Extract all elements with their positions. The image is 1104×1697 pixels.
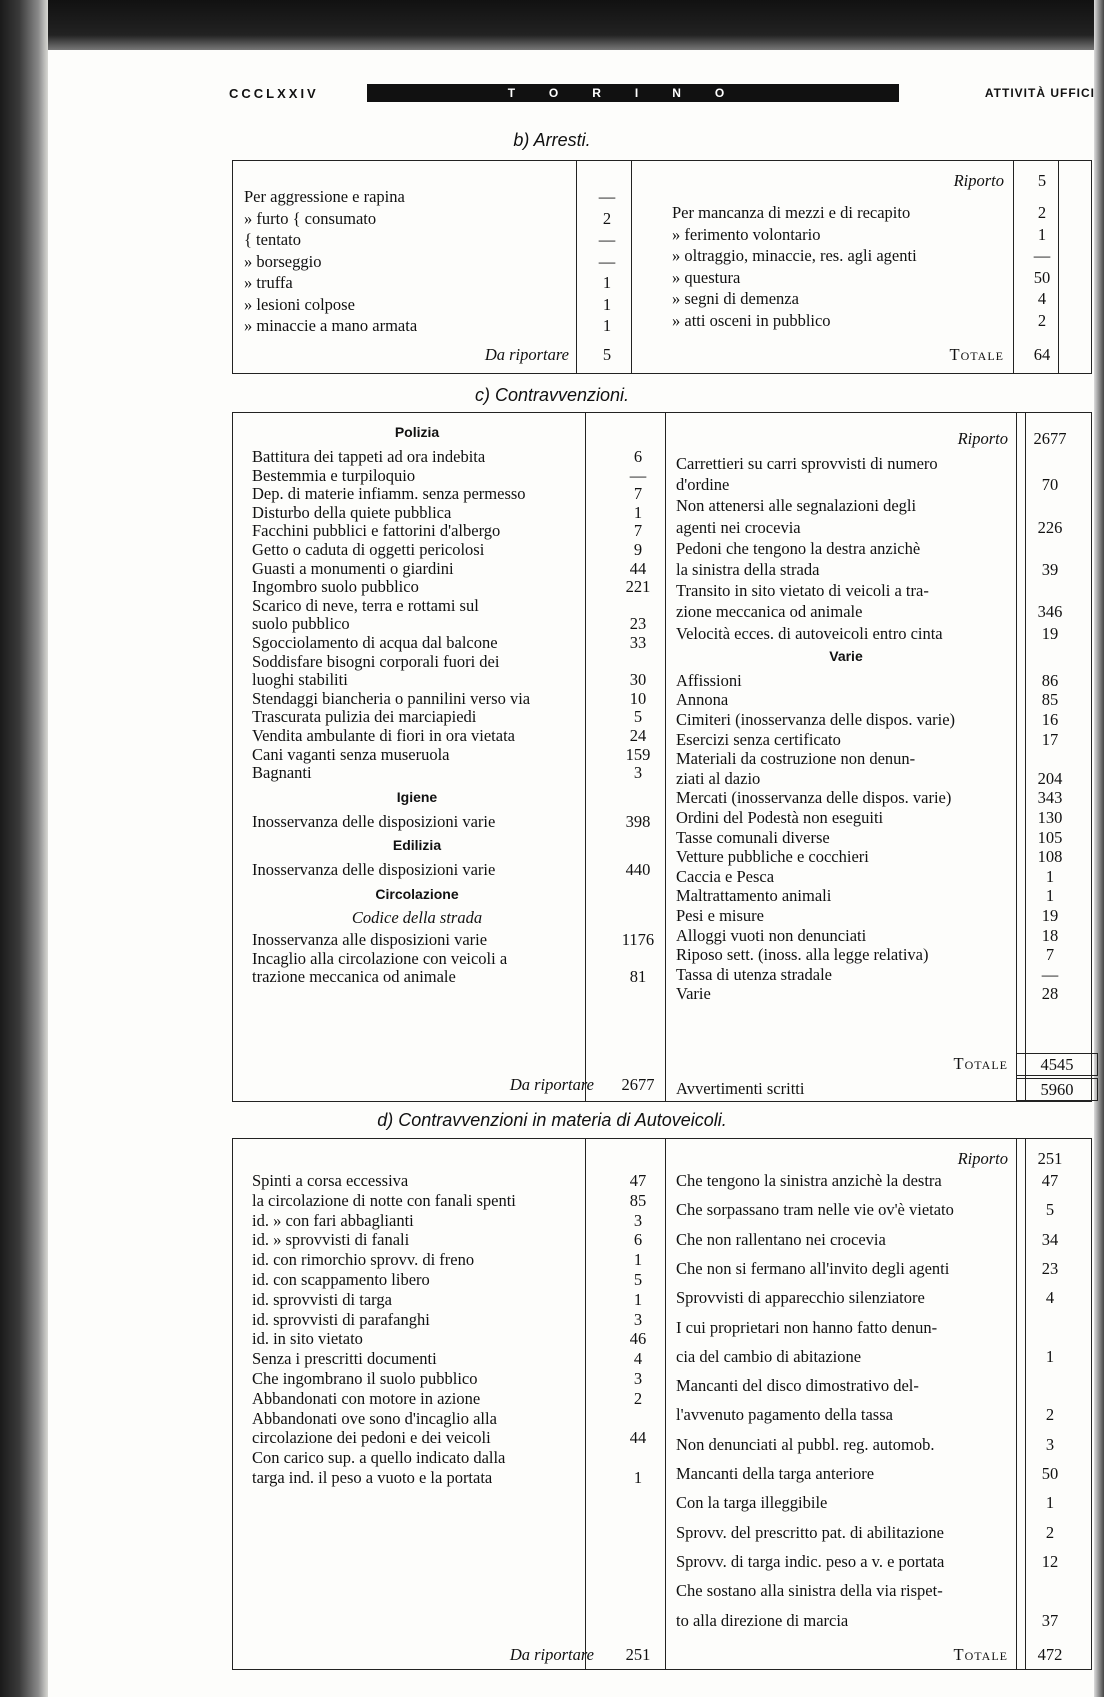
row-label: Senza i prescritti documenti [252,1349,437,1369]
auto-left-row [252,1269,643,1290]
section-title-contravvenzioni: c) Contravvenzioni. [474,385,630,405]
row-label: Avvertimenti scritti [676,1079,805,1098]
row-label: Vetture pubbliche e cocchieri [676,847,869,867]
row-value: 18 [1041,925,1059,945]
auto-right-row [676,1317,1084,1338]
row-value: 2 [1045,1522,1055,1542]
row-label: Ingombro suolo pubblico [252,577,419,597]
section-title-autoveicoli: d) Contravvenzioni in materia di Autoveicoli. [377,1110,727,1130]
row-value: 1 [602,316,612,335]
row-value: 1 [633,502,643,522]
row-label: Getto o caduta di oggetti pericolosi [252,540,485,559]
row-label: Riposo sett. (inoss. alla legge relativa) [676,945,929,965]
row-label: Da riportare [509,1075,594,1094]
row-label: suolo pubblico [252,614,350,634]
row-value: 1 [1045,1493,1055,1513]
row-label: Che non si fermano all'invito degli agenti [676,1258,950,1278]
row-value: 4 [1037,289,1047,308]
arresti-right-riporto [640,170,1085,191]
row-label: Che sorpassano tram nelle vie ov'è vietato [676,1200,954,1220]
arresti-left-row [244,229,624,250]
arresti-left-total [244,344,624,365]
auto-right-row [676,1580,1084,1601]
row-value: 4545 [1016,1053,1098,1076]
page-header [225,80,1095,106]
auto-left-row [252,1229,643,1250]
auto-left-row [252,1309,643,1330]
page-number: CCCLXXIV [229,86,319,101]
contrav-varie-row [676,768,1084,789]
row-label: Con la targa illeggibile [676,1493,828,1513]
row-value: 34 [1041,1229,1059,1249]
row-label: id. con scappamento libero [252,1270,430,1289]
contrav-varie-row [676,827,1084,848]
row-value: — [1033,246,1051,265]
contrav-varie-row [676,787,1084,808]
auto-right-row [676,1492,1084,1513]
row-label: Carrettieri su carri sprovvisti di numero [676,454,938,473]
auto-left-row [252,1190,647,1211]
row-value: 130 [1037,808,1063,827]
row-label: Da riportare [484,345,569,364]
contrav-right-row [676,580,1084,601]
row-label: targa ind. il peso a vuoto e la portata [252,1468,493,1487]
arresti-total [640,344,1085,365]
row-value: 7 [633,484,643,504]
scan-border-left [0,0,48,1697]
row-value: — [598,187,616,206]
row-value: 251 [625,1645,651,1664]
auto-left-row [252,1467,643,1488]
row-label: trazione meccanica od animale [252,967,456,987]
row-label: » minaccie a mano armata [244,316,418,335]
row-label: la sinistra della strada [676,560,820,579]
row-label: id. in sito vietato [252,1329,363,1349]
auto-right-row [676,1346,1084,1367]
row-value: 19 [1041,623,1059,643]
row-label: id. sprovvisti di parafanghi [252,1309,430,1329]
auto-right-row [676,1434,1084,1455]
row-value: 33 [629,633,647,652]
row-value: 5 [1045,1200,1055,1220]
row-value: 108 [1037,847,1063,867]
row-value: 1 [633,1468,643,1487]
row-label: l'avvenuto pagamento della tassa [676,1405,893,1425]
auto-left-total [252,1644,651,1665]
row-value: 221 [625,577,651,597]
contrav-right-row [676,601,1084,622]
row-value: 44 [629,1428,647,1448]
section-subheading: Codice della strada [351,908,483,927]
row-value: 3 [1045,1434,1055,1454]
row-label: Totale [953,1054,1008,1073]
contrav-varie-row [676,944,1084,965]
row-value: 204 [1037,768,1063,788]
auto-right-riporto [676,1148,1084,1169]
row-label: » truffa [244,273,293,292]
row-value: — [1041,964,1059,984]
row-value: — [629,465,647,485]
row-label: Abbandonati con motore in azione [252,1388,481,1408]
arresti-left-row [244,186,624,207]
row-value: 50 [1041,1464,1059,1483]
row-value: 1 [1037,224,1047,244]
row-value: 472 [1037,1645,1063,1664]
row-label: Dep. di materie infiamm. senza permesso [252,484,526,504]
contrav-varie-row [676,905,1084,926]
row-value: 105 [1037,827,1063,847]
section-heading: Polizia [394,424,440,440]
auto-left-row [252,1447,632,1468]
row-value: 70 [1041,475,1059,495]
row-label: Che non rallentano nei crocevia [676,1229,886,1249]
row-value: — [598,230,616,249]
row-value: 4 [633,1349,643,1369]
contrav-right-row [676,538,1084,559]
auto-left-row [252,1427,647,1448]
row-label: Per aggressione e rapina [244,187,405,206]
arresti-right-row [672,288,1084,309]
row-label: Esercizi senza certificato [676,729,841,749]
row-label: Velocità ecces. di autoveicoli entro cinta [676,623,943,643]
row-label: Inosservanza delle disposizioni varie [252,860,496,880]
row-label: la circolazione di notte con fanali spenti [252,1190,516,1210]
row-label: Stendaggi biancheria o pannilini verso via [252,688,531,708]
contrav-varie-row [676,689,1084,710]
auto-left-row [252,1249,643,1270]
row-value: 7 [1045,945,1055,965]
contrav-avvertimenti [676,1078,1084,1099]
arresti-right-row [672,267,1084,288]
auto-left-row [252,1170,647,1191]
row-value: 9 [633,540,643,559]
row-label: Spinti a corsa eccessiva [252,1171,409,1190]
row-label: Soddisfare bisogni corporali fuori dei [252,651,500,671]
row-value: 5 [633,1270,643,1289]
auto-right-row [676,1258,1084,1279]
auto-right-row [676,1522,1084,1543]
row-value: 47 [1041,1171,1059,1190]
contrav-total [676,1053,1084,1074]
contrav-varie-row [676,866,1084,887]
row-label: Disturbo della quiete pubblica [252,502,452,522]
row-value: 3 [633,1309,643,1329]
auto-right-row [676,1375,1084,1396]
row-value: 44 [629,558,647,578]
row-value: 16 [1041,710,1059,729]
row-value: 2677 [621,1075,655,1094]
row-label: Bagnanti [252,763,312,783]
arresti-left-row [244,251,624,272]
row-label: Incaglio alla circolazione con veicoli a [252,948,508,968]
contrav-varie-row [676,807,1084,828]
row-label: Ordini del Podestà non eseguiti [676,808,884,827]
row-label: Riporto [953,171,1004,190]
row-label: Pesi e misure [676,906,764,925]
contrav-varie-row [676,670,1084,691]
auto-right-row [676,1610,1084,1631]
row-label: circolazione dei pedoni e dei veicoli [252,1428,491,1448]
arresti-right-row [672,202,1084,223]
auto-left-row [252,1408,632,1429]
row-value: 47 [629,1171,647,1190]
row-value: 23 [1041,1258,1059,1278]
section-heading: Circolazione [375,886,459,902]
row-label: » furto { consumato [244,208,377,228]
row-value: 4 [1045,1288,1055,1308]
section-title-arresti: b) Arresti. [513,130,591,150]
row-value: 2 [1037,203,1047,222]
row-label: Abbandonati ove sono d'incaglio alla [252,1408,497,1428]
contrav-left-row [252,811,651,832]
row-label: ziati al dazio [676,768,761,788]
row-value: 226 [1037,517,1063,537]
contrav-right-row [676,474,1084,495]
row-label: { tentato [244,230,301,249]
row-label: zione meccanica od animale [676,602,863,622]
contrav-left-row [252,966,647,987]
scan-border-top [0,0,1104,50]
row-label: Annona [676,690,729,710]
auto-left-row [252,1210,643,1231]
row-value: 2677 [1033,429,1067,448]
row-value: 5 [1037,171,1047,190]
row-value: 440 [625,860,651,880]
row-label: Che ingombrano il suolo pubblico [252,1369,478,1388]
row-label: Battitura dei tappeti ad ora indebita [252,447,486,466]
row-value: 1 [602,294,612,314]
row-label: Riporto [957,429,1008,448]
contrav-left-row [252,859,651,880]
arresti-left-row [244,315,624,336]
row-label: Non denunciati al pubbl. reg. automob. [676,1434,935,1454]
row-label: id. » sprovvisti di fanali [252,1230,410,1250]
row-label: d'ordine [676,475,730,495]
section-heading: Igiene [396,788,438,805]
row-value: 398 [625,811,651,831]
contrav-left-row [252,762,643,783]
contrav-right-row [676,623,1084,644]
row-label: Scarico di neve, terra e rottami sul [252,595,479,615]
auto-right-row [676,1404,1084,1425]
row-label: Mercati (inosservanza delle dispos. varie) [676,788,952,808]
row-value: 1 [1045,866,1055,886]
section-heading-varie: Varie [829,647,863,664]
contrav-varie-row [676,983,1084,1004]
row-value: — [598,251,616,271]
row-value: 3 [633,763,643,783]
row-label: Vendita ambulante di fiori in ora vietata [252,726,515,745]
row-label: » oltraggio, minaccie, res. agli agenti [672,246,917,265]
row-label: Maltrattamento animali [676,886,832,906]
row-label: Sprovv. di targa indic. peso a v. e portata [676,1551,945,1571]
row-label: Affissioni [676,670,742,690]
row-label: Totale [953,1645,1008,1664]
contrav-right-row [676,453,1084,474]
arresti-left-row [244,208,624,229]
row-value: 2 [1045,1405,1055,1425]
row-label: cia del cambio di abitazione [676,1346,862,1366]
row-value: 5960 [1016,1078,1098,1101]
row-label: Bestemmia e turpiloquio [252,465,416,485]
auto-left-row [252,1348,643,1369]
contrav-right-riporto [676,428,1084,449]
row-label: Transito in sito vietato di veicoli a tra- [676,581,929,601]
row-label: » atti osceni in pubblico [672,310,831,330]
contrav-varie-row [676,729,1084,750]
row-label: Tassa di utenza stradale [676,964,832,984]
row-label: Materiali da costruzione non denun- [676,749,916,769]
row-label: » ferimento volontario [672,224,821,244]
row-label: Inosservanza alle disposizioni varie [252,930,488,949]
row-label: Non attenersi alle segnalazioni degli [676,496,917,516]
row-label: luoghi stabiliti [252,670,348,690]
row-value: 346 [1037,602,1063,622]
row-label: to alla direzione di marcia [676,1610,849,1630]
row-label: Che tengono la sinistra anzichè la destra [676,1171,942,1190]
contrav-varie-row [676,925,1084,946]
section-heading: Edilizia [392,837,442,854]
row-value: 1176 [621,930,655,949]
contrav-right-row [676,559,1084,580]
row-label: Inosservanza delle disposizioni varie [252,811,496,831]
row-label: » segni di demenza [672,289,799,308]
row-value: 12 [1041,1551,1059,1571]
row-value: 23 [629,614,647,634]
row-value: 19 [1041,906,1059,925]
contrav-varie-row [676,748,1084,769]
row-value: 28 [1041,984,1059,1004]
contrav-left-total [252,1074,655,1095]
arresti-left-row [244,294,624,315]
row-value: 1 [633,1289,643,1309]
row-label: Sgocciolamento di acqua dal balcone [252,633,498,652]
row-value: 6 [633,447,643,466]
row-value: 30 [629,670,647,690]
arresti-left-row [244,272,624,293]
row-value: 24 [629,726,647,745]
auto-left-row [252,1328,647,1349]
arresti-right-row [672,310,1084,331]
arresti-right-row [672,245,1084,266]
row-label: » borseggio [244,251,322,271]
arresti-right-row [672,224,1084,245]
row-label: Per mancanza di mezzi e di recapito [672,203,911,222]
row-value: 39 [1041,560,1059,579]
row-value: 50 [1033,267,1051,287]
row-label: id. con rimorchio sprovv. di freno [252,1250,475,1270]
auto-right-row [676,1170,1084,1191]
row-value: 6 [633,1230,643,1250]
auto-left-row [252,1368,643,1389]
auto-right-row [676,1287,1084,1308]
row-label: Facchini pubblici e fattorini d'albergo [252,521,501,541]
row-value: 343 [1037,788,1063,808]
auto-right-row [676,1551,1084,1572]
row-value: 7 [633,521,643,541]
auto-right-row [676,1199,1084,1220]
auto-left-row [252,1388,643,1409]
row-label: Guasti a monumenti o giardini [252,558,454,578]
row-label: Riporto [957,1149,1008,1168]
contrav-right-row [676,517,1084,538]
row-value: 251 [1037,1149,1063,1168]
row-value: 1 [1045,1346,1055,1366]
contrav-varie-row [676,964,1084,985]
row-label: agenti nei crocevia [676,517,801,537]
row-label: Caccia e Pesca [676,866,775,886]
row-label: Varie [676,984,711,1004]
row-label: Alloggi vuoti non denunciati [676,925,867,945]
row-label: Mancanti del disco dimostrativo del- [676,1376,919,1396]
header-section-title: ATTIVITÀ UFFICI [984,86,1095,100]
row-value: 1 [633,1250,643,1270]
row-value: 10 [629,688,647,708]
row-label: Trascurata pulizia dei marciapiedi [252,707,477,727]
row-label: » lesioni colpose [244,294,355,314]
row-label: Da riportare [509,1645,594,1664]
row-value: 46 [629,1329,647,1349]
row-value: 85 [629,1190,647,1210]
contrav-varie-row [676,846,1084,867]
row-value: 5 [633,707,643,727]
row-label: » questura [672,267,741,287]
auto-total [676,1644,1084,1665]
row-label: Cimiteri (inosservanza delle dispos. varie) [676,710,956,729]
row-value: 1 [602,273,612,292]
auto-right-row [676,1229,1084,1250]
row-value: 159 [625,744,651,764]
row-value: 81 [629,967,647,987]
scan-border-right [1094,0,1104,1697]
row-label: Mancanti della targa anteriore [676,1464,875,1483]
contrav-right-row [676,495,1084,516]
contrav-varie-row [676,885,1084,906]
row-value: 2 [1037,310,1047,330]
row-value: 86 [1041,670,1059,690]
row-label: Sprovv. del prescritto pat. di abilitazione [676,1522,944,1542]
row-label: id. sprovvisti di targa [252,1289,392,1309]
row-value: 2 [633,1388,643,1408]
row-label: I cui proprietari non hanno fatto denun- [676,1317,938,1337]
row-label: Pedoni che tengono la destra anzichè [676,538,921,558]
auto-right-row [676,1463,1084,1484]
row-label: Che sostano alla sinistra della via rispet- [676,1581,943,1601]
row-value: 37 [1041,1610,1059,1630]
row-value: 5 [602,345,612,364]
contrav-varie-row [676,709,1084,730]
row-value: 3 [633,1369,643,1388]
auto-left-row [252,1289,643,1310]
row-label: Tasse comunali diverse [676,827,830,847]
row-label: Cani vaganti senza museruola [252,744,450,764]
row-value: 64 [1033,345,1051,364]
row-label: Totale [949,345,1004,364]
row-label: Con carico sup. a quello indicato dalla [252,1448,506,1468]
row-value: 85 [1041,690,1059,710]
row-value: 2 [602,208,612,228]
row-value: 17 [1041,729,1059,749]
row-value: 3 [633,1210,643,1230]
row-label: id. » con fari abbaglianti [252,1210,414,1230]
header-band: TORINO [367,84,899,102]
row-label: Sprovvisti di apparecchio silenziatore [676,1288,925,1308]
row-value: 1 [1045,886,1055,906]
